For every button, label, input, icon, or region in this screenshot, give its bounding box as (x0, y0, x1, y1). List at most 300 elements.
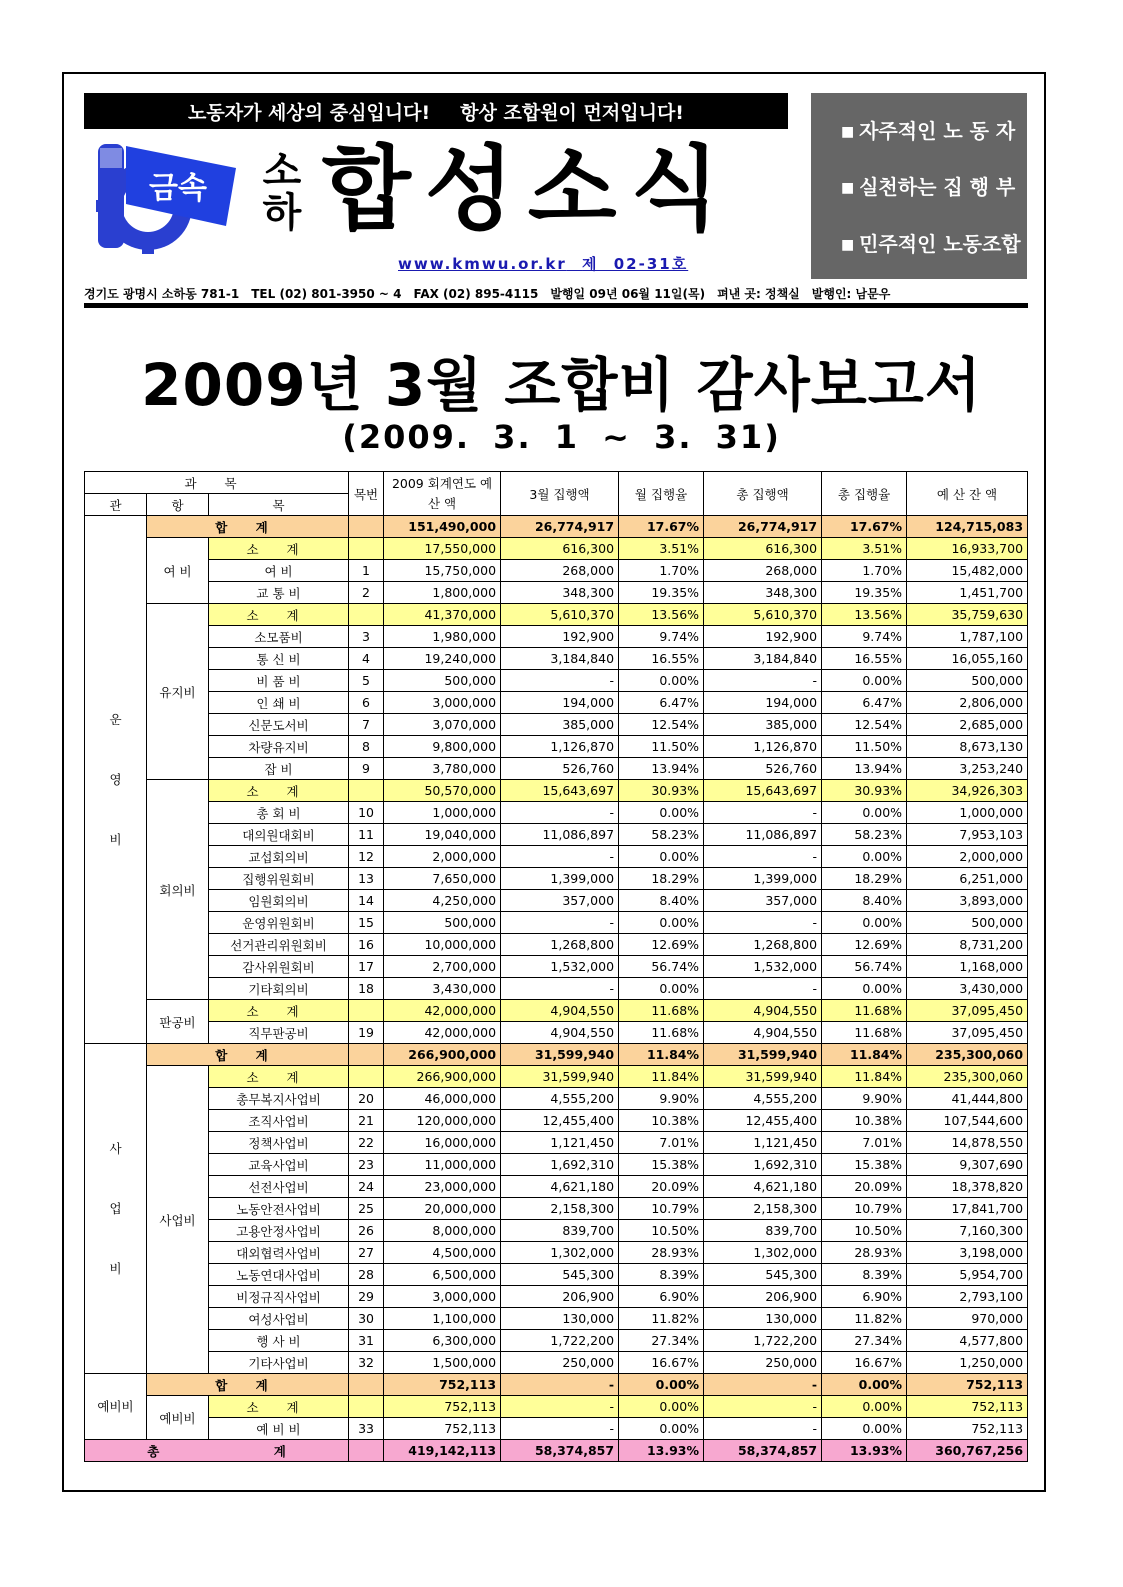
union-flag-logo (86, 138, 246, 258)
subtotal-tot: 4,904,550 (704, 1000, 822, 1022)
tot-cell: - (704, 802, 822, 824)
trate-cell: 0.00% (822, 670, 907, 692)
subtotal-bal: 16,933,700 (907, 538, 1028, 560)
mrate-cell: 10.50% (619, 1220, 704, 1242)
tot-cell: - (704, 1418, 822, 1440)
subtotal-budget: 752,113 (384, 1396, 501, 1418)
mar-cell: 357,000 (501, 890, 619, 912)
tot-cell: 4,555,200 (704, 1088, 822, 1110)
tot-cell: 357,000 (704, 890, 822, 912)
mrate-cell: 20.09% (619, 1176, 704, 1198)
total-trate: 11.84% (822, 1044, 907, 1066)
budget-cell: 1,980,000 (384, 626, 501, 648)
total-label: 합 계 (147, 1374, 349, 1396)
bal-cell: 18,378,820 (907, 1176, 1028, 1198)
table-row (85, 1198, 1028, 1220)
grand-label-1: 총 (147, 1443, 160, 1459)
mrate-cell: 11.82% (619, 1308, 704, 1330)
trate-cell: 6.90% (822, 1286, 907, 1308)
mar-cell: 4,621,180 (501, 1176, 619, 1198)
group-total-row (85, 1374, 1028, 1396)
website-link[interactable]: www.kmwu.or.kr (398, 255, 567, 273)
mar-cell: - (501, 670, 619, 692)
head-gwan: 관 (85, 494, 147, 516)
gwan-label: 운 영 비 (85, 516, 147, 1044)
table-row (85, 1308, 1028, 1330)
total-tot: 26,774,917 (704, 516, 822, 538)
subtotal-row (85, 1000, 1028, 1022)
table-row (85, 1242, 1028, 1264)
table-row (85, 1176, 1028, 1198)
grand-label (85, 1440, 349, 1462)
mar-cell: 11,086,897 (501, 824, 619, 846)
bal-cell: 14,878,550 (907, 1132, 1028, 1154)
trate-cell: 13.94% (822, 758, 907, 780)
trate-cell: 6.47% (822, 692, 907, 714)
code-cell: 9 (349, 758, 384, 780)
trate-cell: 11.82% (822, 1308, 907, 1330)
mrate-cell: 15.38% (619, 1154, 704, 1176)
mrate-cell: 18.29% (619, 868, 704, 890)
mrate-cell: 0.00% (619, 846, 704, 868)
newsletter-title: 합성소식 (322, 136, 734, 243)
code-cell: 23 (349, 1154, 384, 1176)
mok-cell: 고용안정사업비 (209, 1220, 349, 1242)
mrate-cell: 0.00% (619, 1418, 704, 1440)
budget-cell: 3,000,000 (384, 692, 501, 714)
code-cell (349, 1440, 384, 1462)
table-row (85, 1418, 1028, 1440)
brand-small-2: 하 (262, 190, 302, 236)
tot-cell: 4,904,550 (704, 1022, 822, 1044)
code-cell: 17 (349, 956, 384, 978)
budget-cell: 10,000,000 (384, 934, 501, 956)
subtotal-mar: - (501, 1396, 619, 1418)
code-cell: 5 (349, 670, 384, 692)
brand-small (257, 150, 307, 234)
trate-cell: 28.93% (822, 1242, 907, 1264)
mar-cell: - (501, 802, 619, 824)
subtotal-label: 소 계 (209, 1000, 349, 1022)
trate-cell: 9.90% (822, 1088, 907, 1110)
bal-cell: 1,787,100 (907, 626, 1028, 648)
table-row (85, 626, 1028, 648)
budget-cell: 3,070,000 (384, 714, 501, 736)
bal-cell: 500,000 (907, 912, 1028, 934)
bal-cell: 500,000 (907, 670, 1028, 692)
table-row (85, 758, 1028, 780)
mok-cell: 여성사업비 (209, 1308, 349, 1330)
tot-cell: 11,086,897 (704, 824, 822, 846)
code-cell: 28 (349, 1264, 384, 1286)
mar-cell: 4,904,550 (501, 1022, 619, 1044)
trate-cell: 58.23% (822, 824, 907, 846)
code-cell: 25 (349, 1198, 384, 1220)
subtotal-mar: 15,643,697 (501, 780, 619, 802)
mrate-cell: 10.38% (619, 1110, 704, 1132)
mrate-cell: 16.67% (619, 1352, 704, 1374)
subtotal-budget: 41,370,000 (384, 604, 501, 626)
tot-cell: - (704, 846, 822, 868)
mrate-cell: 11.50% (619, 736, 704, 758)
code-cell: 11 (349, 824, 384, 846)
table-row (85, 670, 1028, 692)
code-cell (349, 1000, 384, 1022)
trate-cell: 0.00% (822, 912, 907, 934)
total-trate: 17.67% (822, 516, 907, 538)
code-cell: 31 (349, 1330, 384, 1352)
mrate-cell: 19.35% (619, 582, 704, 604)
subtotal-budget: 17,550,000 (384, 538, 501, 560)
budget-cell: 1,800,000 (384, 582, 501, 604)
mok-cell: 비 품 비 (209, 670, 349, 692)
subtotal-row (85, 780, 1028, 802)
tot-cell: 545,300 (704, 1264, 822, 1286)
budget-cell: 752,113 (384, 1418, 501, 1440)
code-cell: 1 (349, 560, 384, 582)
table-row (85, 1220, 1028, 1242)
trate-cell: 10.79% (822, 1198, 907, 1220)
mok-cell: 교섭회의비 (209, 846, 349, 868)
subtotal-mar: 616,300 (501, 538, 619, 560)
table-row (85, 1110, 1028, 1132)
mrate-cell: 28.93% (619, 1242, 704, 1264)
table-row (85, 736, 1028, 758)
mar-cell: 1,268,800 (501, 934, 619, 956)
mok-cell: 기타사업비 (209, 1352, 349, 1374)
subtotal-row (85, 604, 1028, 626)
budget-cell: 20,000,000 (384, 1198, 501, 1220)
slogan-bar (84, 93, 788, 129)
budget-cell: 8,000,000 (384, 1220, 501, 1242)
code-cell (349, 1044, 384, 1066)
mok-cell: 차량유지비 (209, 736, 349, 758)
grand-tot: 58,374,857 (704, 1440, 822, 1462)
subtotal-label: 소 계 (209, 604, 349, 626)
total-bal: 235,300,060 (907, 1044, 1028, 1066)
budget-cell: 16,000,000 (384, 1132, 501, 1154)
mok-cell: 대의원대회비 (209, 824, 349, 846)
mrate-cell: 6.47% (619, 692, 704, 714)
head-hang: 항 (147, 494, 209, 516)
table-row (85, 692, 1028, 714)
budget-cell: 46,000,000 (384, 1088, 501, 1110)
tot-cell: 1,302,000 (704, 1242, 822, 1264)
head-mok: 목 (209, 494, 349, 516)
table-row (85, 1286, 1028, 1308)
budget-cell: 2,000,000 (384, 846, 501, 868)
bal-cell: 7,953,103 (907, 824, 1028, 846)
tot-cell: 1,692,310 (704, 1154, 822, 1176)
tot-cell: 250,000 (704, 1352, 822, 1374)
tot-cell: 1,126,870 (704, 736, 822, 758)
code-cell: 10 (349, 802, 384, 824)
subtotal-mrate: 3.51% (619, 538, 704, 560)
code-cell: 20 (349, 1088, 384, 1110)
mok-cell: 교육사업비 (209, 1154, 349, 1176)
mok-cell: 소모품비 (209, 626, 349, 648)
mok-cell: 잡 비 (209, 758, 349, 780)
mar-cell: 268,000 (501, 560, 619, 582)
mrate-cell: 27.34% (619, 1330, 704, 1352)
mok-cell: 기타회의비 (209, 978, 349, 1000)
subtotal-trate: 0.00% (822, 1396, 907, 1418)
budget-cell: 120,000,000 (384, 1110, 501, 1132)
head-code: 목번 (349, 472, 384, 516)
tot-cell: 1,268,800 (704, 934, 822, 956)
motto-2: ■ 실천하는 집 행 부 (841, 171, 1027, 200)
grand-bal: 360,767,256 (907, 1440, 1028, 1462)
budget-cell: 7,650,000 (384, 868, 501, 890)
subtotal-tot: 5,610,370 (704, 604, 822, 626)
mar-cell: 839,700 (501, 1220, 619, 1242)
subtotal-bal: 34,926,303 (907, 780, 1028, 802)
subtotal-mar: 4,904,550 (501, 1000, 619, 1022)
budget-cell: 19,240,000 (384, 648, 501, 670)
bal-cell: 1,168,000 (907, 956, 1028, 978)
mrate-cell: 12.69% (619, 934, 704, 956)
bal-cell: 970,000 (907, 1308, 1028, 1330)
bal-cell: 15,482,000 (907, 560, 1028, 582)
subtotal-mar: 31,599,940 (501, 1066, 619, 1088)
code-cell: 16 (349, 934, 384, 956)
table-row (85, 1022, 1028, 1044)
table-row (85, 648, 1028, 670)
subtotal-mar: 5,610,370 (501, 604, 619, 626)
tot-cell: - (704, 912, 822, 934)
table-row (85, 868, 1028, 890)
mrate-cell: 10.79% (619, 1198, 704, 1220)
mok-cell: 교 통 비 (209, 582, 349, 604)
total-mar: 31,599,940 (501, 1044, 619, 1066)
mok-cell: 집행위원회비 (209, 868, 349, 890)
total-mrate: 17.67% (619, 516, 704, 538)
code-cell: 14 (349, 890, 384, 912)
total-label: 합 계 (147, 1044, 349, 1066)
publisher: 발행인: 남문우 (811, 287, 891, 301)
bal-cell: 107,544,600 (907, 1110, 1028, 1132)
mar-cell: - (501, 846, 619, 868)
total-tot: - (704, 1374, 822, 1396)
mar-cell: 12,455,400 (501, 1110, 619, 1132)
trate-cell: 16.67% (822, 1352, 907, 1374)
bal-cell: 6,251,000 (907, 868, 1028, 890)
hang-label: 여 비 (147, 538, 209, 604)
mok-cell: 여 비 (209, 560, 349, 582)
slogan-1: 노동자가 세상의 중심입니다! (188, 101, 431, 124)
table-body (85, 516, 1028, 1462)
bal-cell: 16,055,160 (907, 648, 1028, 670)
mrate-cell: 56.74% (619, 956, 704, 978)
issue-number: 제 02-31호 (582, 255, 689, 273)
subtotal-budget: 42,000,000 (384, 1000, 501, 1022)
subtotal-row (85, 1396, 1028, 1418)
table-row (85, 824, 1028, 846)
subtotal-budget: 266,900,000 (384, 1066, 501, 1088)
mar-cell: 130,000 (501, 1308, 619, 1330)
mar-cell: 385,000 (501, 714, 619, 736)
total-trate: 0.00% (822, 1374, 907, 1396)
mrate-cell: 0.00% (619, 802, 704, 824)
code-cell (349, 538, 384, 560)
code-cell: 8 (349, 736, 384, 758)
code-cell: 33 (349, 1418, 384, 1440)
budget-cell: 1,000,000 (384, 802, 501, 824)
total-bal: 124,715,083 (907, 516, 1028, 538)
trate-cell: 16.55% (822, 648, 907, 670)
budget-cell: 1,500,000 (384, 1352, 501, 1374)
mok-cell: 예 비 비 (209, 1418, 349, 1440)
hang-label: 판공비 (147, 1000, 209, 1044)
tot-cell: 192,900 (704, 626, 822, 648)
site-issue-line (398, 253, 688, 274)
bal-cell: 41,444,800 (907, 1088, 1028, 1110)
mok-cell: 노동연대사업비 (209, 1264, 349, 1286)
group-total-row (85, 1044, 1028, 1066)
slogan-2: 항상 조합원이 먼저입니다! (460, 101, 684, 124)
budget-cell: 3,780,000 (384, 758, 501, 780)
budget-cell: 11,000,000 (384, 1154, 501, 1176)
code-cell: 32 (349, 1352, 384, 1374)
bal-cell: 1,451,700 (907, 582, 1028, 604)
mok-cell: 신문도서비 (209, 714, 349, 736)
mrate-cell: 0.00% (619, 978, 704, 1000)
subtotal-mrate: 11.84% (619, 1066, 704, 1088)
trate-cell: 11.50% (822, 736, 907, 758)
code-cell: 24 (349, 1176, 384, 1198)
hang-label: 유지비 (147, 604, 209, 780)
grand-budget: 419,142,113 (384, 1440, 501, 1462)
mrate-cell: 8.40% (619, 890, 704, 912)
code-cell (349, 780, 384, 802)
total-budget: 266,900,000 (384, 1044, 501, 1066)
total-mrate: 11.84% (619, 1044, 704, 1066)
budget-cell: 9,800,000 (384, 736, 501, 758)
mar-cell: - (501, 978, 619, 1000)
head-subject: 과 목 (85, 472, 349, 494)
mrate-cell: 0.00% (619, 912, 704, 934)
bal-cell: 2,793,100 (907, 1286, 1028, 1308)
budget-cell: 19,040,000 (384, 824, 501, 846)
trate-cell: 11.68% (822, 1022, 907, 1044)
issue-date: 발행일 09년 06월 11일(목) (550, 287, 706, 301)
mar-cell: 348,300 (501, 582, 619, 604)
subtotal-trate: 30.93% (822, 780, 907, 802)
trate-cell: 8.39% (822, 1264, 907, 1286)
table-row (85, 846, 1028, 868)
tot-cell: 839,700 (704, 1220, 822, 1242)
code-cell (349, 1396, 384, 1418)
trate-cell: 20.09% (822, 1176, 907, 1198)
mok-cell: 대외협력사업비 (209, 1242, 349, 1264)
trate-cell: 12.54% (822, 714, 907, 736)
tot-cell: - (704, 978, 822, 1000)
logo-text: 금속 (149, 171, 207, 206)
budget-cell: 3,000,000 (384, 1286, 501, 1308)
budget-cell: 6,300,000 (384, 1330, 501, 1352)
trate-cell: 1.70% (822, 560, 907, 582)
motto-box (811, 93, 1027, 279)
tot-cell: 348,300 (704, 582, 822, 604)
bal-cell: 2,000,000 (907, 846, 1028, 868)
budget-cell: 4,250,000 (384, 890, 501, 912)
hang-label: 사업비 (147, 1066, 209, 1374)
mok-cell: 직무판공비 (209, 1022, 349, 1044)
mok-cell: 총 회 비 (209, 802, 349, 824)
budget-cell: 3,430,000 (384, 978, 501, 1000)
subtotal-row (85, 1066, 1028, 1088)
code-cell (349, 604, 384, 626)
table-row (85, 1352, 1028, 1374)
code-cell: 27 (349, 1242, 384, 1264)
code-cell: 12 (349, 846, 384, 868)
brand-small-1: 소 (262, 148, 302, 194)
subtotal-row (85, 538, 1028, 560)
editor: 펴낸 곳: 정책실 (717, 287, 800, 301)
bal-cell: 3,253,240 (907, 758, 1028, 780)
grand-mar: 58,374,857 (501, 1440, 619, 1462)
mok-cell: 선전사업비 (209, 1176, 349, 1198)
subtotal-bal: 37,095,450 (907, 1000, 1028, 1022)
mok-cell: 노동안전사업비 (209, 1198, 349, 1220)
bal-cell: 1,000,000 (907, 802, 1028, 824)
bal-cell: 4,577,800 (907, 1330, 1028, 1352)
trate-cell: 10.38% (822, 1110, 907, 1132)
mok-cell: 선거관리위원회비 (209, 934, 349, 956)
bal-cell: 9,307,690 (907, 1154, 1028, 1176)
trate-cell: 18.29% (822, 868, 907, 890)
grand-total-row (85, 1440, 1028, 1462)
tot-cell: 3,184,840 (704, 648, 822, 670)
table-row (85, 714, 1028, 736)
bal-cell: 752,113 (907, 1418, 1028, 1440)
mar-cell: 3,184,840 (501, 648, 619, 670)
info-bar (84, 284, 1028, 308)
subtotal-trate: 13.56% (822, 604, 907, 626)
mok-cell: 운영위원회비 (209, 912, 349, 934)
tot-cell: 12,455,400 (704, 1110, 822, 1132)
table-row (85, 890, 1028, 912)
mrate-cell: 9.74% (619, 626, 704, 648)
bal-cell: 8,673,130 (907, 736, 1028, 758)
subtotal-tot: 15,643,697 (704, 780, 822, 802)
mar-cell: - (501, 912, 619, 934)
mrate-cell: 1.70% (619, 560, 704, 582)
mar-cell: 1,532,000 (501, 956, 619, 978)
tot-cell: 2,158,300 (704, 1198, 822, 1220)
tot-cell: 385,000 (704, 714, 822, 736)
trate-cell: 15.38% (822, 1154, 907, 1176)
hang-label: 예비비 (147, 1396, 209, 1440)
mar-cell: 545,300 (501, 1264, 619, 1286)
table-row (85, 1132, 1028, 1154)
mar-cell: 1,302,000 (501, 1242, 619, 1264)
subtotal-label: 소 계 (209, 538, 349, 560)
mar-cell: 1,722,200 (501, 1330, 619, 1352)
mar-cell: 526,760 (501, 758, 619, 780)
hang-label: 회의비 (147, 780, 209, 1000)
subtotal-label: 소 계 (209, 780, 349, 802)
subtotal-tot: 31,599,940 (704, 1066, 822, 1088)
audit-table (84, 471, 1028, 1462)
tel: TEL (02) 801-3950 ~ 4 (251, 286, 402, 301)
code-cell: 30 (349, 1308, 384, 1330)
code-cell (349, 516, 384, 538)
tot-cell: 206,900 (704, 1286, 822, 1308)
fax: FAX (02) 895-4115 (413, 286, 539, 301)
head-total-rate: 총 집행율 (822, 472, 907, 516)
code-cell: 6 (349, 692, 384, 714)
